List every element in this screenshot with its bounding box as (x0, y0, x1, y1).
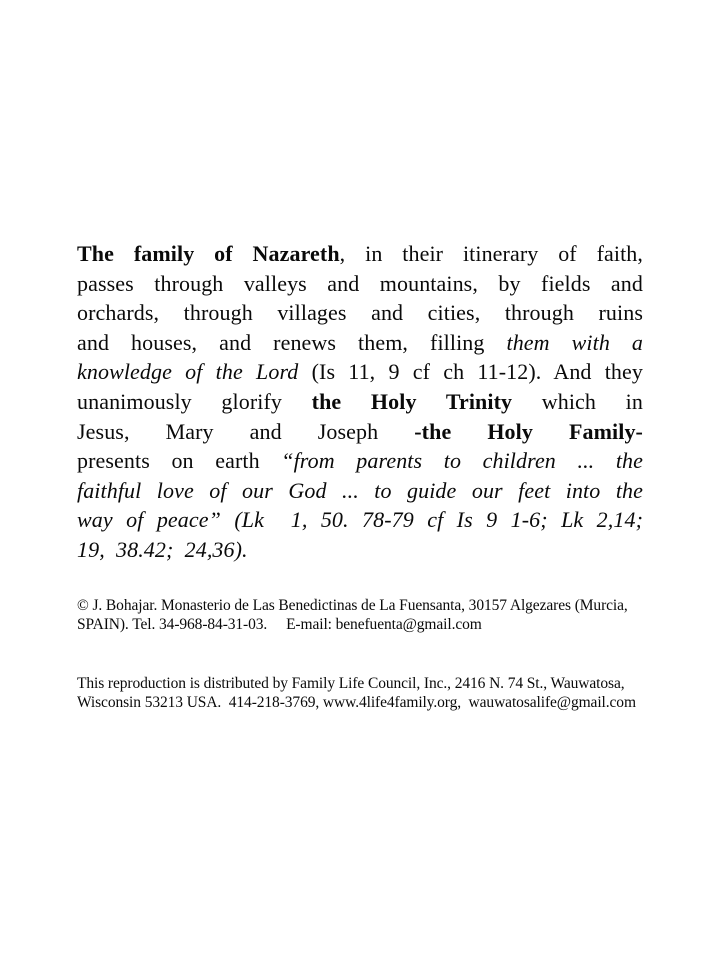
text-line (77, 417, 643, 447)
text-run: and houses, and renews them, filling (77, 329, 507, 355)
text-run: passes through valleys and mountains, by fields and (77, 270, 643, 296)
text-run: presents on earth (77, 448, 282, 474)
text-run: knowledge of the Lord (77, 359, 299, 385)
text-line (77, 328, 643, 358)
text-line (77, 239, 643, 269)
main-paragraph (77, 239, 643, 565)
text-line (77, 505, 643, 535)
text-run: SPAIN). Tel. 34-968-84-31-03. E-mail: benefuenta@gmail.com (77, 615, 482, 633)
text-line (77, 476, 643, 506)
text-run: “from parents to children ... the (281, 448, 644, 474)
copyright-block (77, 597, 657, 634)
text-run: The family of Nazareth (77, 241, 340, 266)
text-run: Jesus, Mary and Joseph (77, 418, 415, 444)
text-line (77, 597, 657, 616)
text-line (77, 675, 657, 694)
text-line (77, 446, 643, 476)
text-run: them with a (506, 329, 644, 355)
text-run: unanimously glorify (77, 388, 312, 414)
text-line (77, 298, 643, 328)
text-line (77, 616, 657, 635)
text-run: orchards, through villages and cities, through ruins (77, 300, 643, 326)
text-line (77, 269, 643, 299)
text-run: , in their itinerary of faith, (339, 241, 643, 266)
text-run: 19, 38.42; 24,36). (77, 536, 248, 562)
text-line (77, 387, 643, 417)
text-run: way of peace” (Lk 1, 50. 78-79 cf Is 9 1-6; Lk 2,14; (77, 507, 643, 533)
text-line (77, 694, 657, 713)
text-line (77, 357, 643, 387)
text-run: the Holy Trinity (311, 388, 513, 414)
text-run: Wisconsin 53213 USA. 414-218-3769, www.4life4family.org, wauwatosalife@gmail.com (77, 693, 636, 711)
text-run: This reproduction is distributed by Family Life Council, Inc., 2416 N. 74 St., Wauwatosa, (77, 675, 625, 692)
text-run: faithful love of our God ... to guide our feet into the (77, 477, 643, 503)
text-run: which in (512, 388, 643, 414)
text-run: © J. Bohajar. Monasterio de Las Benedictinas de La Fuensanta, 30157 Algezares (Murcia, (77, 597, 628, 614)
text-line (77, 535, 643, 565)
text-run: (Is 11, 9 cf ch 11-12). And they (298, 359, 643, 385)
distribution-block (77, 675, 657, 712)
text-run: -the Holy Family- (414, 418, 643, 444)
